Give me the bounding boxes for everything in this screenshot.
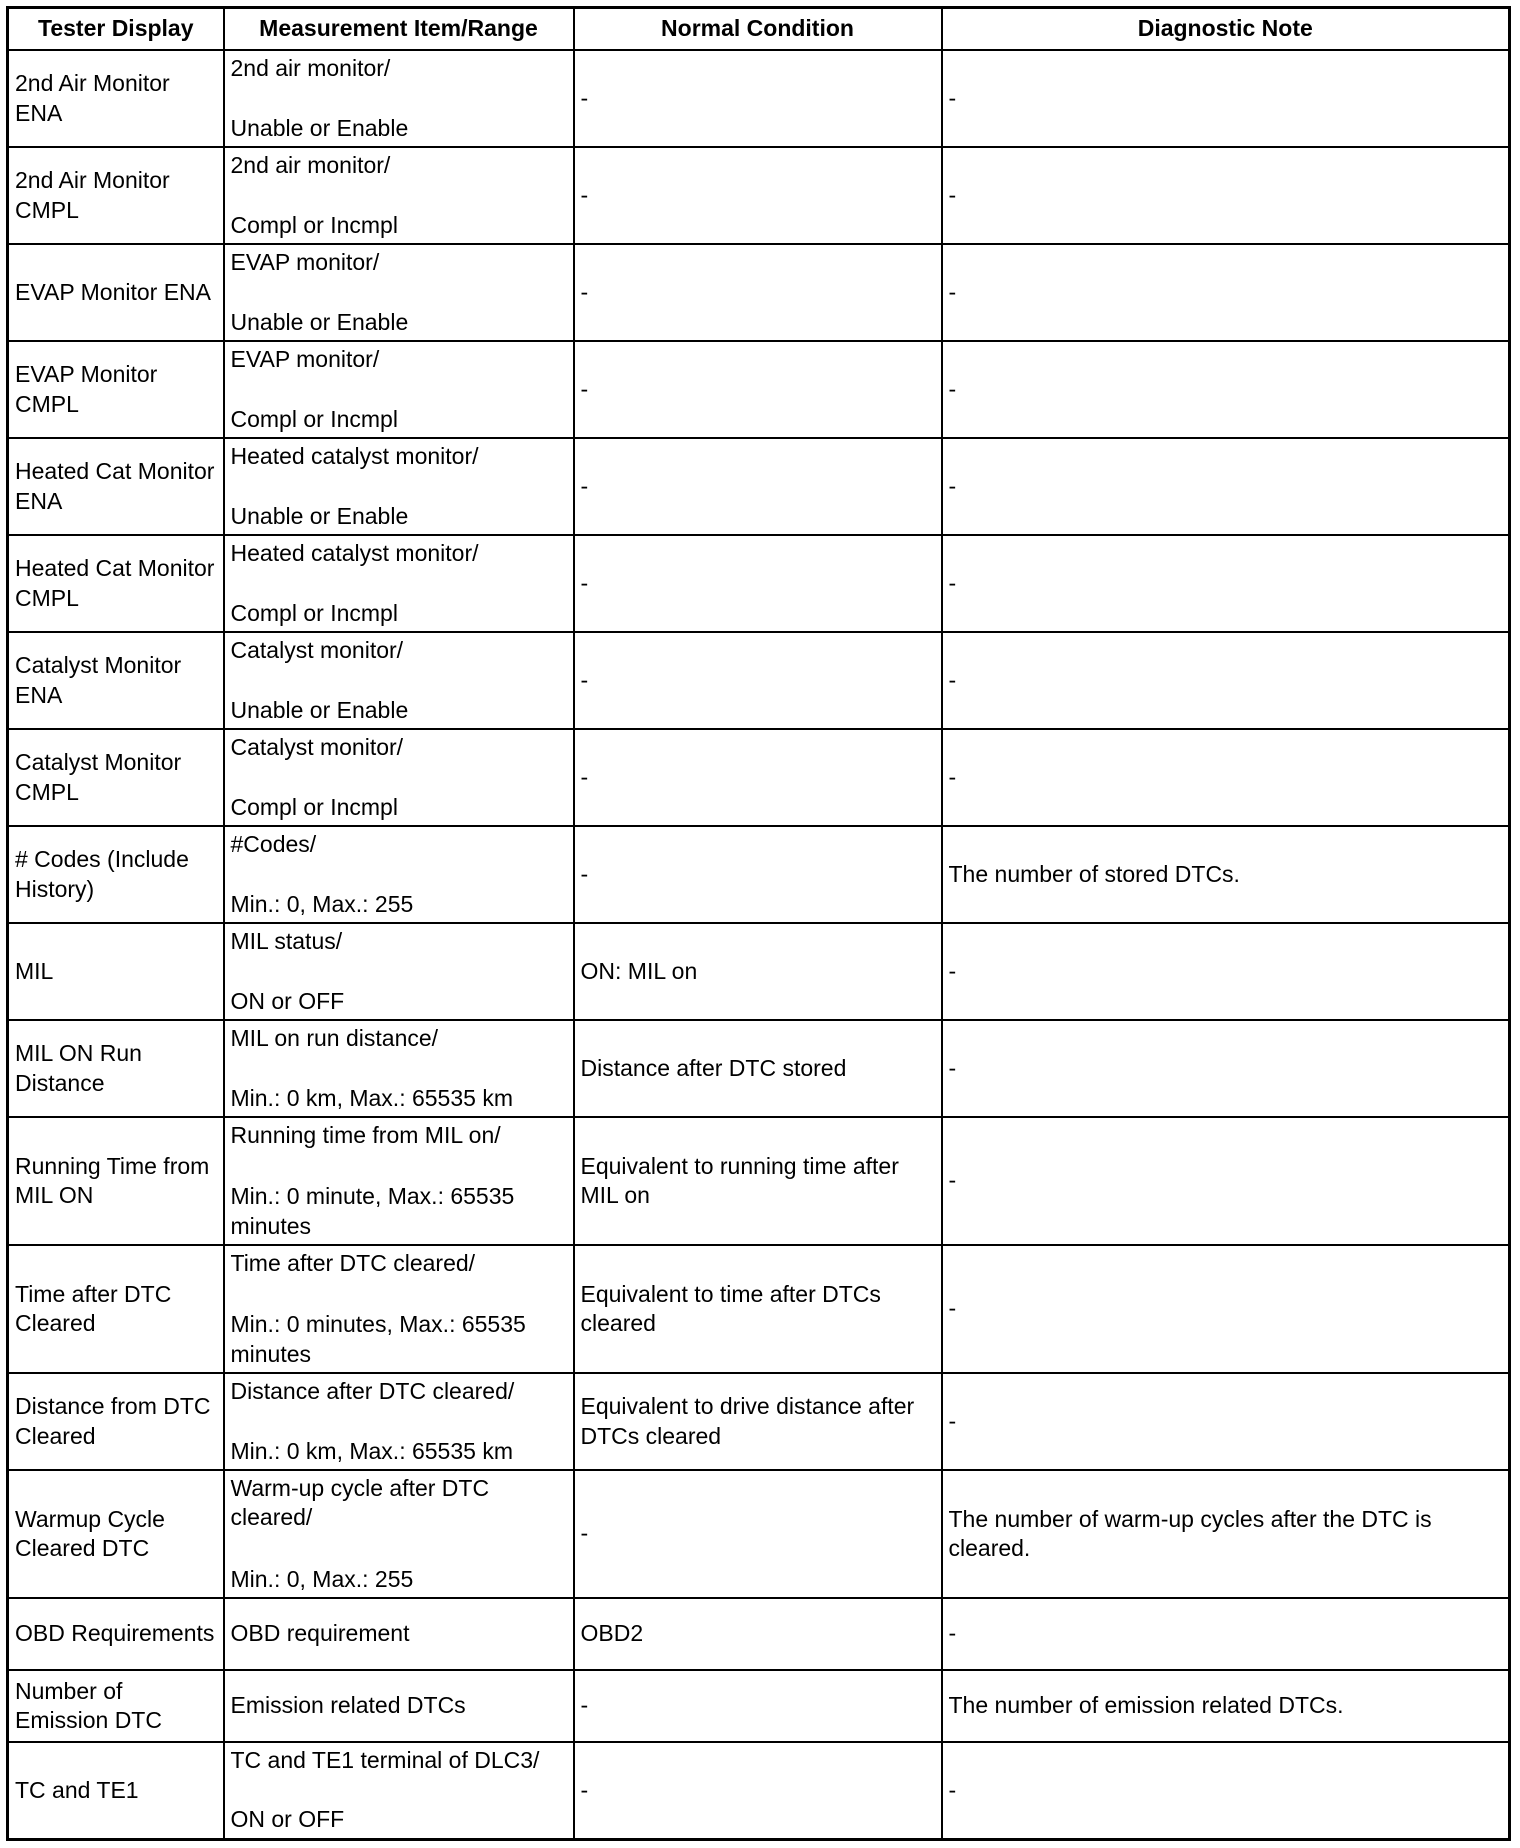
measurement-cell bbox=[224, 244, 574, 341]
normal-condition-cell: Equivalent to running time after MIL on bbox=[574, 1117, 942, 1245]
measurement-item: OBD requirement bbox=[230, 1620, 410, 1647]
table-row bbox=[8, 923, 1510, 1020]
measurement-item: 2nd air monitor/ bbox=[230, 55, 391, 81]
measurement-item: Heated catalyst monitor/ bbox=[230, 540, 479, 566]
measurement-item: EVAP monitor/ bbox=[230, 346, 380, 372]
measurement-cell bbox=[224, 1742, 574, 1839]
measurement-item: Catalyst monitor/ bbox=[230, 637, 404, 663]
tester-display-cell: Heated Cat Monitor ENA bbox=[8, 438, 224, 535]
header-normal-condition: Normal Condition bbox=[574, 8, 942, 51]
diagnostic-note-cell: - bbox=[942, 438, 1510, 535]
table-row bbox=[8, 438, 1510, 535]
normal-condition-cell: - bbox=[574, 826, 942, 923]
diagnostic-note-cell: The number of emission related DTCs. bbox=[942, 1670, 1510, 1742]
table-row bbox=[8, 632, 1510, 729]
normal-condition-cell: OBD2 bbox=[574, 1598, 942, 1670]
normal-condition-cell: - bbox=[574, 535, 942, 632]
measurement-range: Min.: 0 km, Max.: 65535 km bbox=[230, 1437, 513, 1464]
measurement-cell bbox=[224, 1470, 574, 1598]
measurement-item: Running time from MIL on/ bbox=[230, 1122, 501, 1148]
measurement-cell bbox=[224, 1670, 574, 1742]
table-row bbox=[8, 50, 1510, 147]
header-tester-display: Tester Display bbox=[8, 8, 224, 51]
table-row bbox=[8, 341, 1510, 438]
diagnostic-note-cell: - bbox=[942, 923, 1510, 1020]
diagnostic-note-cell: - bbox=[942, 1598, 1510, 1670]
diagnostic-note-cell: The number of stored DTCs. bbox=[942, 826, 1510, 923]
tester-display-cell: Catalyst Monitor CMPL bbox=[8, 729, 224, 826]
table-row bbox=[8, 1670, 1510, 1742]
normal-condition-cell: - bbox=[574, 632, 942, 729]
measurement-range: ON or OFF bbox=[230, 987, 345, 1014]
diagnostic-note-cell: - bbox=[942, 1742, 1510, 1839]
measurement-cell bbox=[224, 826, 574, 923]
diagnostic-note-cell: - bbox=[942, 1373, 1510, 1470]
measurement-cell bbox=[224, 1598, 574, 1670]
table-row bbox=[8, 244, 1510, 341]
tester-display-cell: Number of Emission DTC bbox=[8, 1670, 224, 1742]
measurement-cell bbox=[224, 1373, 574, 1470]
tester-display-cell: EVAP Monitor ENA bbox=[8, 244, 224, 341]
measurement-item: Distance after DTC cleared/ bbox=[230, 1378, 515, 1404]
measurement-item: Catalyst monitor/ bbox=[230, 734, 404, 760]
normal-condition-cell: - bbox=[574, 50, 942, 147]
normal-condition-cell: Equivalent to time after DTCs cleared bbox=[574, 1245, 942, 1373]
table-row bbox=[8, 535, 1510, 632]
tester-display-cell: TC and TE1 bbox=[8, 1742, 224, 1839]
normal-condition-cell: - bbox=[574, 729, 942, 826]
measurement-range: Unable or Enable bbox=[230, 502, 409, 529]
tester-display-cell: OBD Requirements bbox=[8, 1598, 224, 1670]
header-measurement-item: Measurement Item/Range bbox=[224, 8, 574, 51]
tester-display-cell: MIL ON Run Distance bbox=[8, 1020, 224, 1117]
header-diagnostic-note: Diagnostic Note bbox=[942, 8, 1510, 51]
normal-condition-cell: - bbox=[574, 1742, 942, 1839]
normal-condition-cell: - bbox=[574, 438, 942, 535]
diagnostic-note-cell: - bbox=[942, 632, 1510, 729]
measurement-range: Min.: 0 km, Max.: 65535 km bbox=[230, 1084, 513, 1111]
tester-display-cell: Heated Cat Monitor CMPL bbox=[8, 535, 224, 632]
normal-condition-cell: - bbox=[574, 244, 942, 341]
tester-display-cell: 2nd Air Monitor ENA bbox=[8, 50, 224, 147]
diagnostic-note-cell: The number of warm-up cycles after the DTC is cleared. bbox=[942, 1470, 1510, 1598]
tester-display-cell: MIL bbox=[8, 923, 224, 1020]
table-row bbox=[8, 826, 1510, 923]
measurement-cell bbox=[224, 50, 574, 147]
measurement-cell bbox=[224, 1117, 574, 1245]
measurement-range: Unable or Enable bbox=[230, 308, 409, 335]
table-body bbox=[8, 50, 1510, 1839]
header-row bbox=[8, 8, 1510, 51]
normal-condition-cell: - bbox=[574, 147, 942, 244]
data-list-table bbox=[6, 6, 1511, 1841]
normal-condition-cell: ON: MIL on bbox=[574, 923, 942, 1020]
measurement-item: TC and TE1 terminal of DLC3/ bbox=[230, 1746, 540, 1773]
measurement-cell bbox=[224, 923, 574, 1020]
measurement-range: Min.: 0, Max.: 255 bbox=[230, 1565, 414, 1592]
measurement-cell bbox=[224, 1020, 574, 1117]
diagnostic-note-cell: - bbox=[942, 535, 1510, 632]
diagnostic-note-cell: - bbox=[942, 341, 1510, 438]
tester-display-cell: Time after DTC Cleared bbox=[8, 1245, 224, 1373]
normal-condition-cell: - bbox=[574, 341, 942, 438]
tester-display-cell: Running Time from MIL ON bbox=[8, 1117, 224, 1245]
measurement-item: Heated catalyst monitor/ bbox=[230, 443, 479, 469]
normal-condition-cell: - bbox=[574, 1670, 942, 1742]
table-row bbox=[8, 1742, 1510, 1839]
measurement-range: Unable or Enable bbox=[230, 696, 409, 723]
table-row bbox=[8, 1117, 1510, 1245]
measurement-range: Compl or Incmpl bbox=[230, 405, 398, 432]
tester-display-cell: EVAP Monitor CMPL bbox=[8, 341, 224, 438]
measurement-cell bbox=[224, 438, 574, 535]
diagnostic-note-cell: - bbox=[942, 244, 1510, 341]
measurement-range: Min.: 0, Max.: 255 bbox=[230, 890, 414, 917]
table-row bbox=[8, 147, 1510, 244]
tester-display-cell: Catalyst Monitor ENA bbox=[8, 632, 224, 729]
measurement-item: MIL on run distance/ bbox=[230, 1025, 439, 1051]
measurement-cell bbox=[224, 729, 574, 826]
diagnostic-note-cell: - bbox=[942, 1117, 1510, 1245]
measurement-range: Compl or Incmpl bbox=[230, 211, 398, 238]
measurement-cell bbox=[224, 632, 574, 729]
measurement-range: Compl or Incmpl bbox=[230, 599, 398, 626]
table-row bbox=[8, 1373, 1510, 1470]
tester-display-cell: Warmup Cycle Cleared DTC bbox=[8, 1470, 224, 1598]
tester-display-cell: 2nd Air Monitor CMPL bbox=[8, 147, 224, 244]
measurement-item: #Codes/ bbox=[230, 831, 317, 857]
normal-condition-cell: Distance after DTC stored bbox=[574, 1020, 942, 1117]
measurement-item: Warm-up cycle after DTC cleared/ bbox=[230, 1475, 490, 1531]
diagnostic-note-cell: - bbox=[942, 50, 1510, 147]
measurement-range: ON or OFF bbox=[230, 1806, 345, 1833]
measurement-item: Time after DTC cleared/ bbox=[230, 1250, 476, 1276]
measurement-item: Emission related DTCs bbox=[230, 1692, 466, 1719]
diagnostic-note-cell: - bbox=[942, 729, 1510, 826]
measurement-cell bbox=[224, 147, 574, 244]
measurement-cell bbox=[224, 341, 574, 438]
measurement-item: MIL status/ bbox=[230, 928, 343, 954]
measurement-item: 2nd air monitor/ bbox=[230, 152, 391, 178]
table-row bbox=[8, 1598, 1510, 1670]
normal-condition-cell: Equivalent to drive distance after DTCs cleared bbox=[574, 1373, 942, 1470]
tester-display-cell: Distance from DTC Cleared bbox=[8, 1373, 224, 1470]
diagnostic-note-cell: - bbox=[942, 1020, 1510, 1117]
measurement-range: Min.: 0 minutes, Max.: 65535 minutes bbox=[230, 1311, 526, 1367]
measurement-range: Unable or Enable bbox=[230, 114, 409, 141]
measurement-range: Min.: 0 minute, Max.: 65535 minutes bbox=[230, 1183, 515, 1239]
diagnostic-note-cell: - bbox=[942, 1245, 1510, 1373]
table-row bbox=[8, 1470, 1510, 1598]
measurement-cell bbox=[224, 1245, 574, 1373]
tester-display-cell: # Codes (Include History) bbox=[8, 826, 224, 923]
diagnostic-note-cell: - bbox=[942, 147, 1510, 244]
measurement-cell bbox=[224, 535, 574, 632]
normal-condition-cell: - bbox=[574, 1470, 942, 1598]
table-row bbox=[8, 729, 1510, 826]
measurement-range: Compl or Incmpl bbox=[230, 793, 398, 820]
table-row bbox=[8, 1020, 1510, 1117]
measurement-item: EVAP monitor/ bbox=[230, 249, 380, 275]
table-row bbox=[8, 1245, 1510, 1373]
